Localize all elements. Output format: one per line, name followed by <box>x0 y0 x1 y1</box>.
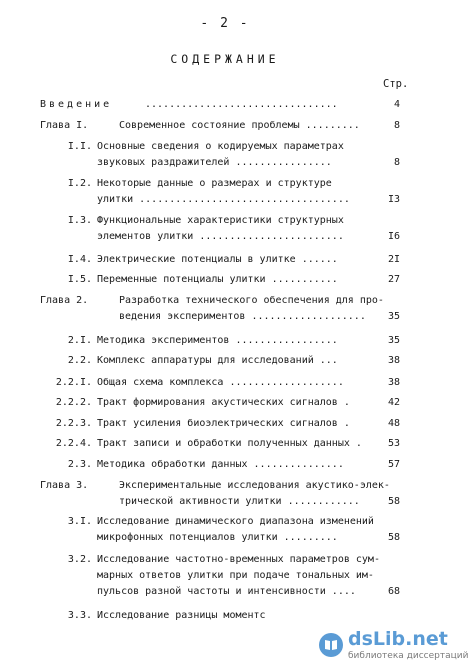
toc-entry-number: I.2. <box>67 178 92 189</box>
toc-entry-text: улитки ................................... <box>97 194 350 205</box>
toc-entry-page: 2I <box>387 254 400 265</box>
toc-entry-page: 4 <box>393 99 400 110</box>
toc-entry-page: 58 <box>387 532 400 543</box>
toc-entry-page: 8 <box>393 120 400 131</box>
toc-entry-text: Электрические потенциалы в улитке ...... <box>97 254 338 265</box>
toc-entry-text: Некоторые данные о размерах и структуре <box>97 178 332 189</box>
toc-entry-text: Современное состояние проблемы ......... <box>119 120 360 131</box>
toc-entry-text: Методика обработки данных ............... <box>97 459 344 470</box>
toc-entry-number: Глава 2. <box>40 295 89 306</box>
toc-entry-number: Введение <box>40 99 113 110</box>
toc-entry-page: 58 <box>387 496 400 507</box>
toc-entry-page: 53 <box>387 438 400 449</box>
toc-entry-page: 8 <box>393 157 400 168</box>
toc-entry-number: Глава I. <box>40 120 89 131</box>
toc-entry-page: 35 <box>387 311 400 322</box>
toc-entry-page: I6 <box>387 231 400 242</box>
toc-entry-number: 2.2.2. <box>55 397 92 408</box>
toc-entry-number: I.I. <box>67 141 92 152</box>
toc-entry-page: 35 <box>387 335 400 346</box>
page-title: СОДЕРЖАНИЕ <box>170 52 280 66</box>
toc-entry-text: пульсов разной частоты и интенсивности .... <box>97 586 356 597</box>
toc-entry-text: Тракт формирования акустических сигналов . <box>97 397 350 408</box>
toc-entry-text: Тракт усиления биоэлектрических сигналов . <box>97 418 350 429</box>
toc-entry-text: Разработка технического обеспечения для про- <box>119 295 384 306</box>
toc-entry-page: 68 <box>387 586 400 597</box>
toc-entry-number: 2.2.3. <box>55 418 92 429</box>
toc-entry-text: Основные сведения о кодируемых параметрах <box>97 141 344 152</box>
brand-subtitle: библиотека диссертаций <box>348 651 468 661</box>
toc-entry-text: Методика экспериментов ................. <box>97 335 338 346</box>
toc-entry-number: 2.2.I. <box>55 377 92 388</box>
toc-entry-number: I.3. <box>67 215 92 226</box>
toc-entry-number: 2.3. <box>67 459 92 470</box>
toc-entry-number: 2.2. <box>67 355 92 366</box>
toc-entry-text: марных ответов улитки при подаче тональных им- <box>97 570 374 581</box>
toc-entry-number: I.5. <box>67 274 92 285</box>
watermark-logo <box>318 628 468 664</box>
toc-entry-number: 2.I. <box>67 335 92 346</box>
toc-entry-text: звуковых раздражителей ................ <box>97 157 332 168</box>
toc-entry-text: Общая схема комплекса ................... <box>97 377 344 388</box>
toc-entry-text: Исследование динамического диапазона изменений <box>97 516 374 527</box>
book-icon <box>318 632 344 658</box>
page-number: - 2 - <box>200 16 250 31</box>
toc-entry-number: 3.2. <box>67 554 92 565</box>
toc-entry-text: Тракт записи и обработки полученных данных . <box>97 438 362 449</box>
toc-entry-text: Исследование частотно-временных параметров сум- <box>97 554 380 565</box>
toc-entry-text: микрофонных потенциалов улитки ......... <box>97 532 338 543</box>
toc-entry-page: 57 <box>387 459 400 470</box>
toc-entry-number: 3.I. <box>67 516 92 527</box>
toc-entry-text: Экспериментальные исследования акустико-элек- <box>119 480 390 491</box>
toc-entry-text: Функциональные характеристики структурных <box>97 215 344 226</box>
page-column-label: Стр. <box>383 78 409 90</box>
toc-entry-page: I3 <box>387 194 400 205</box>
toc-entry-text: ведения экспериментов ................... <box>119 311 366 322</box>
toc-entry-text: Переменные потенциалы улитки ........... <box>97 274 338 285</box>
toc-entry-number: 2.2.4. <box>55 438 92 449</box>
toc-entry-number: Глава 3. <box>40 480 89 491</box>
toc-entry-number: I.4. <box>67 254 92 265</box>
toc-entry-page: 38 <box>387 377 400 388</box>
toc-entry-text: ................................ <box>145 99 338 110</box>
toc-entry-number: 3.3. <box>67 610 92 621</box>
brand-name: dsLib.net <box>348 628 448 650</box>
toc-entry-page: 27 <box>387 274 400 285</box>
toc-entry-page: 48 <box>387 418 400 429</box>
toc-entry-page: 38 <box>387 355 400 366</box>
toc-entry-page: 42 <box>387 397 400 408</box>
toc-entry-text: элементов улитки ........................ <box>97 231 344 242</box>
toc-entry-text: трической активности улитки ............ <box>119 496 360 507</box>
toc-entry-text: Исследование разницы моментс <box>97 610 266 621</box>
toc-entry-text: Комплекс аппаратуры для исследований ... <box>97 355 338 366</box>
